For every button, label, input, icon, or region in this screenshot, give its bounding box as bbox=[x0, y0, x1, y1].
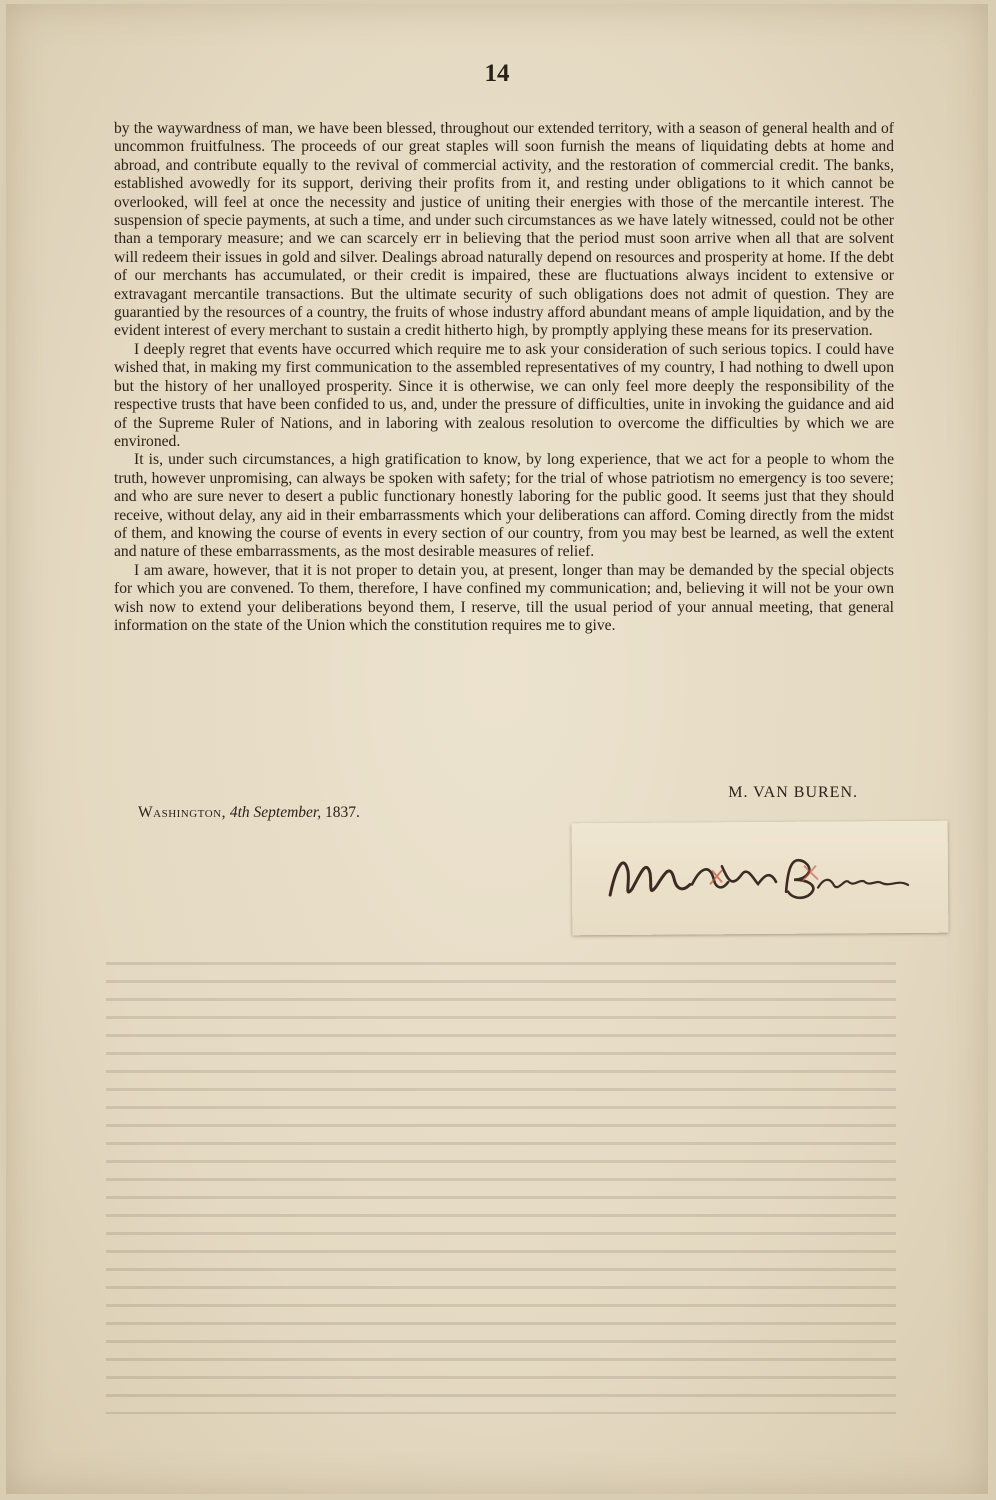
autograph-clipping bbox=[572, 821, 949, 936]
message-body bbox=[114, 120, 894, 635]
paragraph-3: It is, under such circumstances, a high gratification to know, by long experience, that we act for a people to whom the truth, however unpromising, can always be spoken with safety; for the trial of whose patriotism no emergency is too severe; and who are sure never to desert a public functionary honestly laboring for the public good. It seems just that they should receive, without delay, any aid in their embarrassments which your deliberations can afford. Coming directly from the midst of them, and knowing the course of events in every section of our country, from you may best be learned, as well the extent and nature of these embarrassments, as the most desirable measures of relief. bbox=[114, 451, 894, 561]
paragraph-4: I am aware, however, that it is not proper to detain you, at present, longer than may be demanded by the special objects for which you are convened. To them, therefore, I have confined my communication; and, believing it will not be your own wish now to extend your deliberations beyond them, I reserve, till the usual period of your annual meeting, that general information on the state of the Union which the constitution requires me to give. bbox=[114, 561, 894, 634]
page-number: 14 bbox=[484, 60, 510, 87]
autograph-signature bbox=[572, 821, 949, 936]
dateline-date: 4th September, bbox=[229, 804, 322, 821]
paragraph-2: I deeply regret that events have occurred which require me to ask your consideration of such serious topics. I could have wished that, in making my first communication to the assembled representatives of my country, I had nothing to dwell upon but the history of her unalloyed prosperity. Since it is otherwise, we can only feel more deeply the responsibility of the respective trusts that have been confided to us, and, under the pressure of difficulties, unite in invoking the guidance and aid of the Supreme Ruler of Nations, and in laboring with zealous resolution to overcome the difficulties by which we are environed. bbox=[114, 340, 894, 450]
dateline bbox=[138, 804, 360, 822]
printed-signature: M. VAN BUREN. bbox=[728, 784, 858, 801]
dateline-year: 1837. bbox=[325, 804, 360, 821]
bleed-through-text bbox=[106, 954, 896, 1414]
document-page bbox=[6, 4, 988, 1494]
paragraph-1: by the waywardness of man, we have been blessed, throughout our extended territory, with a season of general health and of uncommon fruitfulness. The proceeds of our great staples will soon furnish the means of liquidating debts at home and abroad, and contribute equally to the revival of commercial activity, and the restoration of commercial credit. The banks, established avowedly for its support, deriving their profits from it, and resting under obligations to it which cannot be overlooked, will feel at once the necessity and justice of uniting their energies with those of the mercantile interest. The suspension of specie payments, at such a time, and under such circumstances as we have lately witnessed, could not be other than a temporary measure; and we can scarcely err in believing that the period must soon arrive when all that are solvent will redeem their issues in gold and silver. Dealings abroad naturally depend on resources and prosperity at home. If the debt of our merchants has accumulated, or their credit is impaired, these are fluctuations always incident to extensive or extravagant mercantile transactions. But the ultimate security of such obligations does not admit of question. They are guarantied by the resources of a country, the fruits of whose industry afford abundant means of ample liquidation, and by the evident interest of every merchant to sustain a credit hitherto high, by promptly applying these means for its preservation. bbox=[114, 120, 894, 340]
dateline-place: Washington, bbox=[138, 804, 226, 821]
